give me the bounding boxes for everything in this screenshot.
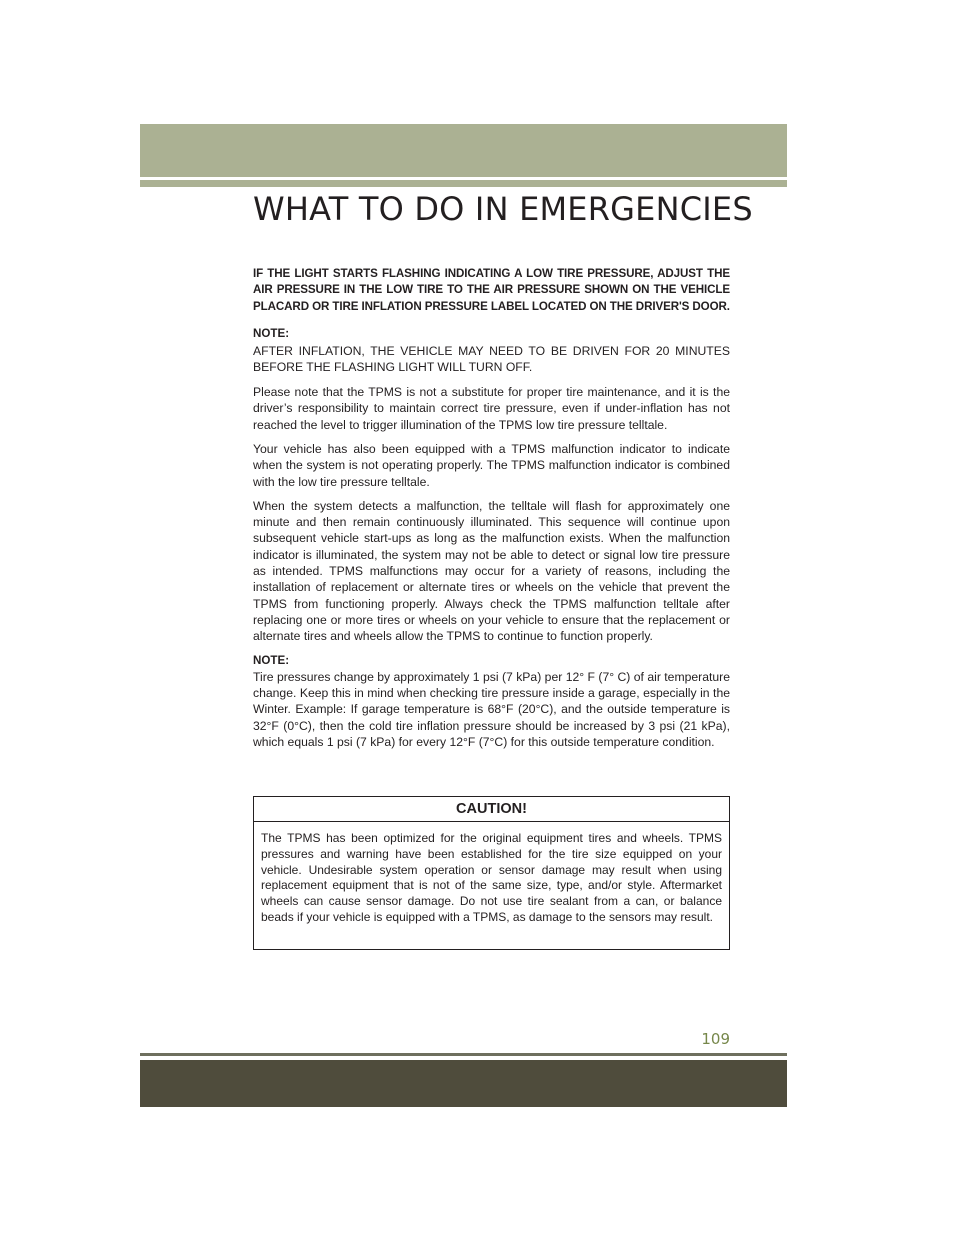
note-label: NOTE: bbox=[253, 327, 290, 341]
paragraph-malfunction-detection: When the system detects a malfunction, the telltale will flash for approximately one minute and then remain continuously illuminated. This sequence will continue upon subsequent vehicle start-ups as long as the malfunction exists. When the malfunction indicator is illuminated, the system may not be able to detect or signal low tire pressure as intended. TPMS malfunctions may occur for a variety of reasons, including the installation of replacement or alternate tires or wheels on the vehicle that prevent the TPMS from functioning properly. Always check the TPMS malfunction telltale after replacing one or more tires or wheels on your vehicle to ensure that the replacement or alternate tires and wheels allow the TPMS to continue to function properly. bbox=[253, 498, 730, 644]
page-number: 109 bbox=[701, 1030, 730, 1048]
note-text: AFTER INFLATION, THE VEHICLE MAY NEED TO BE DRIVEN FOR 20 MINUTES BEFORE THE FLASHING LIGHT WILL TURN OFF. bbox=[253, 343, 730, 374]
note-label: NOTE: bbox=[253, 653, 290, 667]
caution-box bbox=[253, 796, 730, 950]
main-content bbox=[253, 266, 730, 758]
note-text: Tire pressures change by approximately 1 psi (7 kPa) per 12° F (7° C) of air temperature change. Keep this in mind when checking tire pressure inside a garage, especially in the Winter. Example: If garage temperature is 68°F (20°C), and the outside temperature is 32°F (0°C), then the cold tire inflation pressure should be increased by 3 psi (21 kPa), which equals 1 psi (7 kPa) for every 12°F (7°C) for this outside temperature condition. bbox=[253, 669, 730, 750]
header-band bbox=[140, 124, 787, 177]
footer-band bbox=[140, 1060, 787, 1107]
caution-title: CAUTION! bbox=[254, 797, 729, 822]
header-rule bbox=[140, 180, 787, 187]
footer-rule bbox=[140, 1053, 787, 1056]
low-pressure-warning: IF THE LIGHT STARTS FLASHING INDICATING A LOW TIRE PRESSURE, ADJUST THE AIR PRESSURE IN THE LOW TIRE TO THE AIR PRESSURE SHOWN ON THE VEHICLE PLACARD OR TIRE INFLATION PRESSURE LABEL LOCATED ON THE DRIVER'S DOOR. bbox=[253, 267, 730, 313]
paragraph-tpms-maintenance: Please note that the TPMS is not a substitute for proper tire maintenance, and it is the driver’s responsibility to maintain correct tire pressure, even if under-inflation has not reached the level to trigger illumination of the TPMS low tire pressure telltale. bbox=[253, 385, 730, 432]
caution-body: The TPMS has been optimized for the original equipment tires and wheels. TPMS pressures and warning have been established for the tire size equipped on your vehicle. Undesirable system operation or sensor damage may result when using replacement equipment that is not of the same size, type, and/or style. Aftermarket wheels can cause sensor damage. Do not use tire sealant from a can, or balance beads if your vehicle is equipped with a TPMS, as damage to the sensors may result. bbox=[261, 831, 722, 924]
section-title: WHAT TO DO IN EMERGENCIES bbox=[253, 190, 753, 228]
paragraph-malfunction-indicator: Your vehicle has also been equipped with a TPMS malfunction indicator to indicate when the system is not operating properly. The TPMS malfunction indicator is combined with the low tire pressure telltale. bbox=[253, 442, 730, 489]
